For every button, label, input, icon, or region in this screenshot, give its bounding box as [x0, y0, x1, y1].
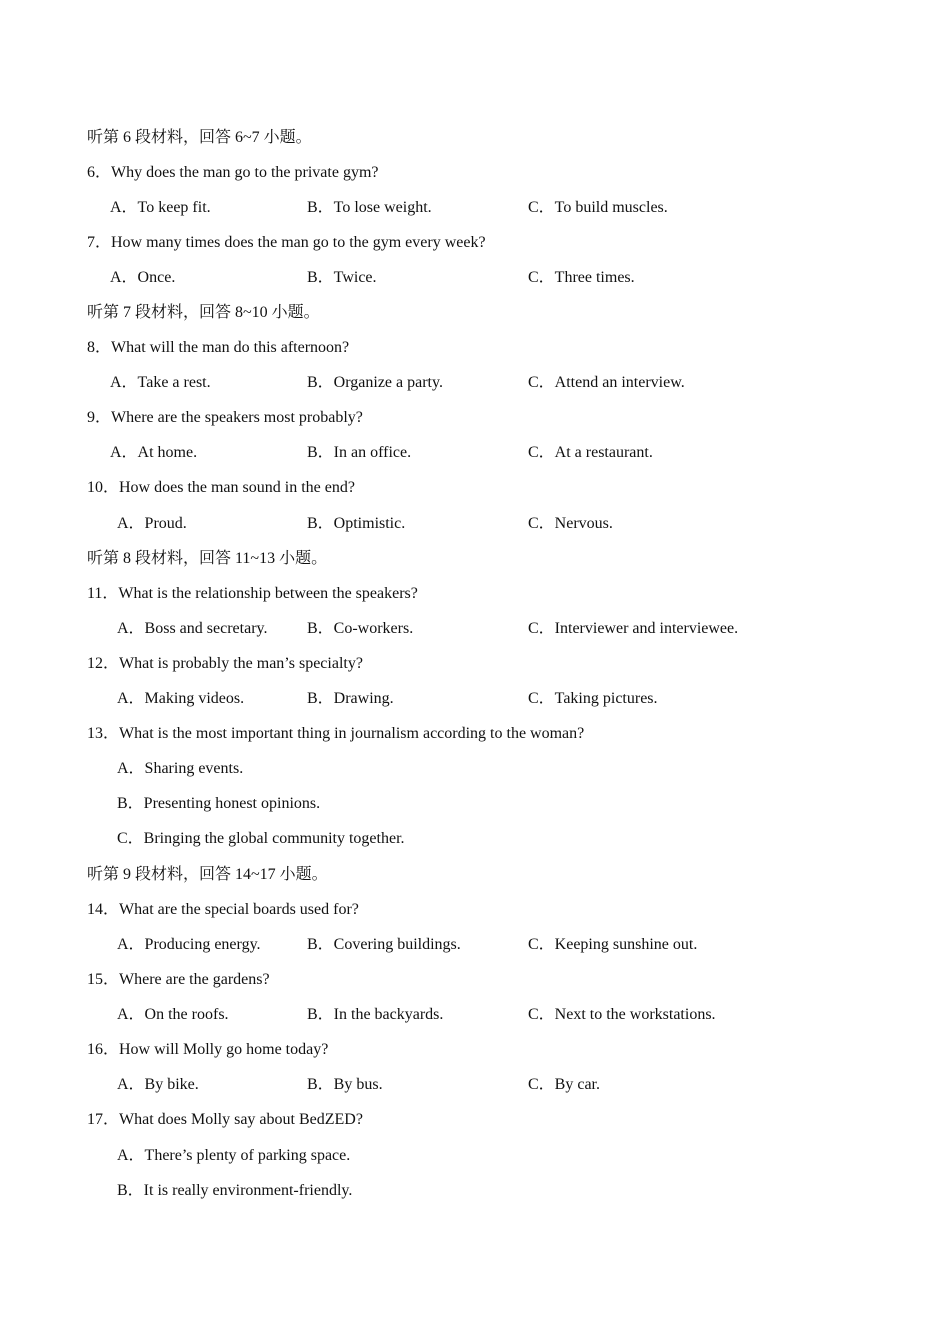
question-8-stem: 8．What will the man do this afternoon? [87, 339, 350, 356]
question-6-stem: 6．Why does the man go to the private gym? [87, 164, 379, 181]
section-heading-9: 听第 9 段材料，回答 14~17 小题。 [87, 866, 328, 883]
question-16-option-b: B．By bus. [307, 1076, 383, 1093]
question-15-stem: 15．Where are the gardens? [87, 971, 270, 988]
section-heading-8: 听第 8 段材料，回答 11~13 小题。 [87, 550, 328, 567]
question-7-option-b: B．Twice. [307, 269, 377, 286]
question-16-option-c: C．By car. [528, 1076, 600, 1093]
question-11-option-a: A．Boss and secretary. [117, 620, 268, 637]
question-15-option-b: B．In the backyards. [307, 1006, 444, 1023]
question-13-option-b: B．Presenting honest opinions. [117, 795, 321, 812]
question-11-stem: 11．What is the relationship between the speakers? [87, 585, 418, 602]
question-8-option-c: C．Attend an interview. [528, 374, 685, 391]
question-10-stem: 10．How does the man sound in the end? [87, 479, 355, 496]
question-12-option-c: C．Taking pictures. [528, 690, 658, 707]
question-14-stem: 14．What are the special boards used for? [87, 901, 359, 918]
question-15-option-c: C．Next to the workstations. [528, 1006, 716, 1023]
question-7-stem: 7．How many times does the man go to the gym every week? [87, 234, 486, 251]
question-9-stem: 9．Where are the speakers most probably? [87, 409, 363, 426]
question-17-option-b: B．It is really environment-friendly. [117, 1182, 353, 1199]
question-8-option-a: A．Take a rest. [110, 374, 211, 391]
question-7-option-c: C．Three times. [528, 269, 635, 286]
question-17-option-a: A．There’s plenty of parking space. [117, 1147, 351, 1164]
question-12-stem: 12．What is probably the man’s specialty? [87, 655, 363, 672]
question-9-option-c: C．At a restaurant. [528, 444, 653, 461]
question-14-option-a: A．Producing energy. [117, 936, 261, 953]
question-6-option-b: B．To lose weight. [307, 199, 432, 216]
question-16-stem: 16．How will Molly go home today? [87, 1041, 329, 1058]
question-13-option-c: C．Bringing the global community together. [117, 830, 405, 847]
question-6-option-a: A．To keep fit. [110, 199, 211, 216]
question-13-option-a: A．Sharing events. [117, 760, 244, 777]
section-heading-6: 听第 6 段材料，回答 6~7 小题。 [87, 129, 312, 146]
question-10-option-b: B．Optimistic. [307, 515, 406, 532]
question-13-stem: 13．What is the most important thing in journalism according to the woman? [87, 725, 585, 742]
question-10-option-a: A．Proud. [117, 515, 187, 532]
question-11-option-b: B．Co-workers. [307, 620, 414, 637]
question-7-option-a: A．Once. [110, 269, 176, 286]
question-9-option-b: B．In an office. [307, 444, 412, 461]
question-14-option-b: B．Covering buildings. [307, 936, 461, 953]
question-17-stem: 17．What does Molly say about BedZED? [87, 1111, 363, 1128]
question-14-option-c: C．Keeping sunshine out. [528, 936, 698, 953]
question-6-option-c: C．To build muscles. [528, 199, 668, 216]
question-12-option-a: A．Making videos. [117, 690, 245, 707]
question-15-option-a: A．On the roofs. [117, 1006, 229, 1023]
section-heading-7: 听第 7 段材料，回答 8~10 小题。 [87, 304, 320, 321]
question-8-option-b: B．Organize a party. [307, 374, 443, 391]
question-11-option-c: C．Interviewer and interviewee. [528, 620, 739, 637]
question-16-option-a: A．By bike. [117, 1076, 199, 1093]
question-12-option-b: B．Drawing. [307, 690, 394, 707]
question-9-option-a: A．At home. [110, 444, 198, 461]
question-10-option-c: C．Nervous. [528, 515, 613, 532]
